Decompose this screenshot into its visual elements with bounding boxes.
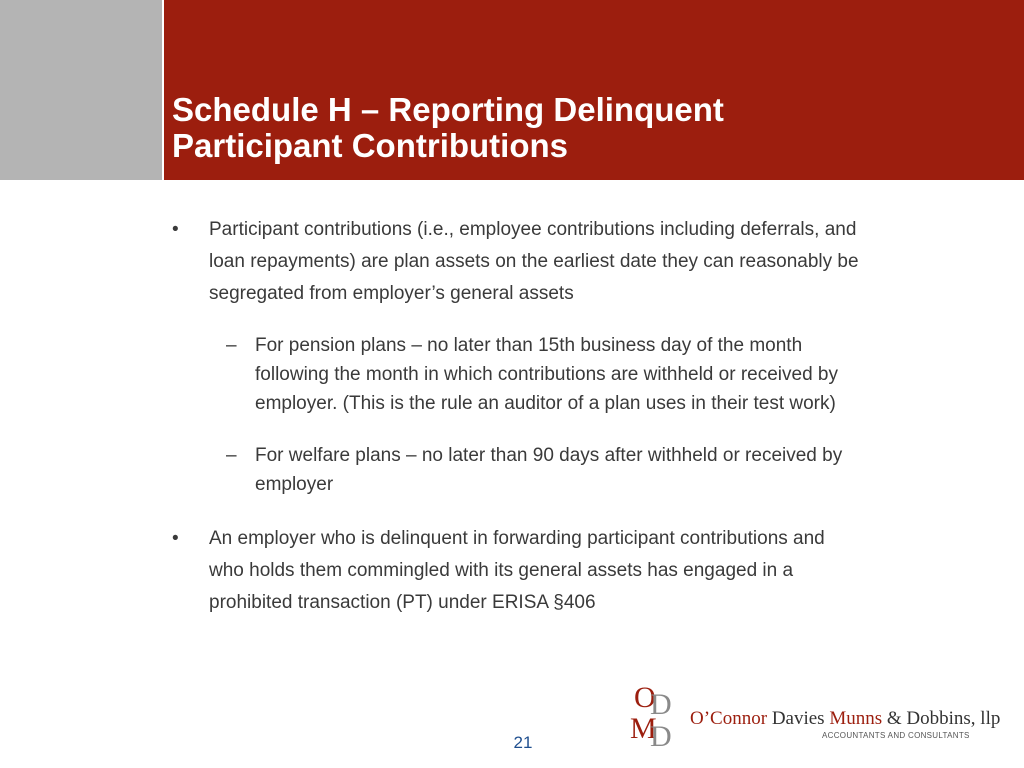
bullet-line: prohibited transaction (PT) under ERISA §406 — [209, 592, 596, 613]
sub-bullet-marker: – — [226, 445, 237, 466]
monogram-letter: O — [634, 681, 656, 714]
monogram-letter: D — [650, 720, 672, 746]
firm-name-part: O’Connor — [690, 708, 768, 729]
firm-name — [690, 708, 1000, 730]
bullet-marker: • — [172, 219, 179, 240]
sub-bullet-line: following the month in which contributions are withheld or received by — [255, 364, 838, 385]
bullet-line: segregated from employer’s general assets — [209, 283, 574, 304]
bullet-line: An employer who is delinquent in forwarding participant contributions and — [209, 528, 825, 549]
firm-name-part: Munns — [829, 708, 883, 729]
bullet-text — [209, 523, 999, 619]
sub-bullet-marker: – — [226, 335, 237, 356]
page-number: 21 — [513, 733, 533, 752]
slide-title — [172, 92, 1012, 164]
monogram-letter: M — [630, 712, 657, 745]
sub-bullet-text — [255, 441, 1000, 499]
firm-tagline: ACCOUNTANTS AND CONSULTANTS — [822, 731, 970, 740]
sub-bullet-line: For welfare plans – no later than 90 days after withheld or received by — [255, 445, 843, 466]
sub-bullet-text — [255, 331, 1000, 418]
bullet-text — [209, 214, 999, 310]
bullet-line: loan repayments) are plan assets on the earliest date they can reasonably be — [209, 251, 859, 272]
monogram-letter: D — [650, 688, 672, 721]
sub-bullet-line: employer. (This is the rule an auditor of a plan uses in their test work) — [255, 393, 836, 414]
firm-name-part: & Dobbins, llp — [886, 708, 1001, 729]
bullet-marker: • — [172, 528, 179, 549]
bullet-line: Participant contributions (i.e., employee contributions including deferrals, and — [209, 219, 857, 240]
sub-bullet-line: For pension plans – no later than 15th business day of the month — [255, 335, 803, 356]
sub-bullet-line: employer — [255, 474, 334, 495]
firm-monogram-logo — [630, 680, 682, 746]
slide-title-line2: Participant Contributions — [172, 127, 568, 164]
header-gray-block — [0, 0, 162, 180]
slide-title-line1: Schedule H – Reporting Delinquent — [172, 91, 724, 128]
bullet-line: who holds them commingled with its general assets has engaged in a — [209, 560, 794, 581]
firm-name-part: Davies — [771, 708, 825, 729]
